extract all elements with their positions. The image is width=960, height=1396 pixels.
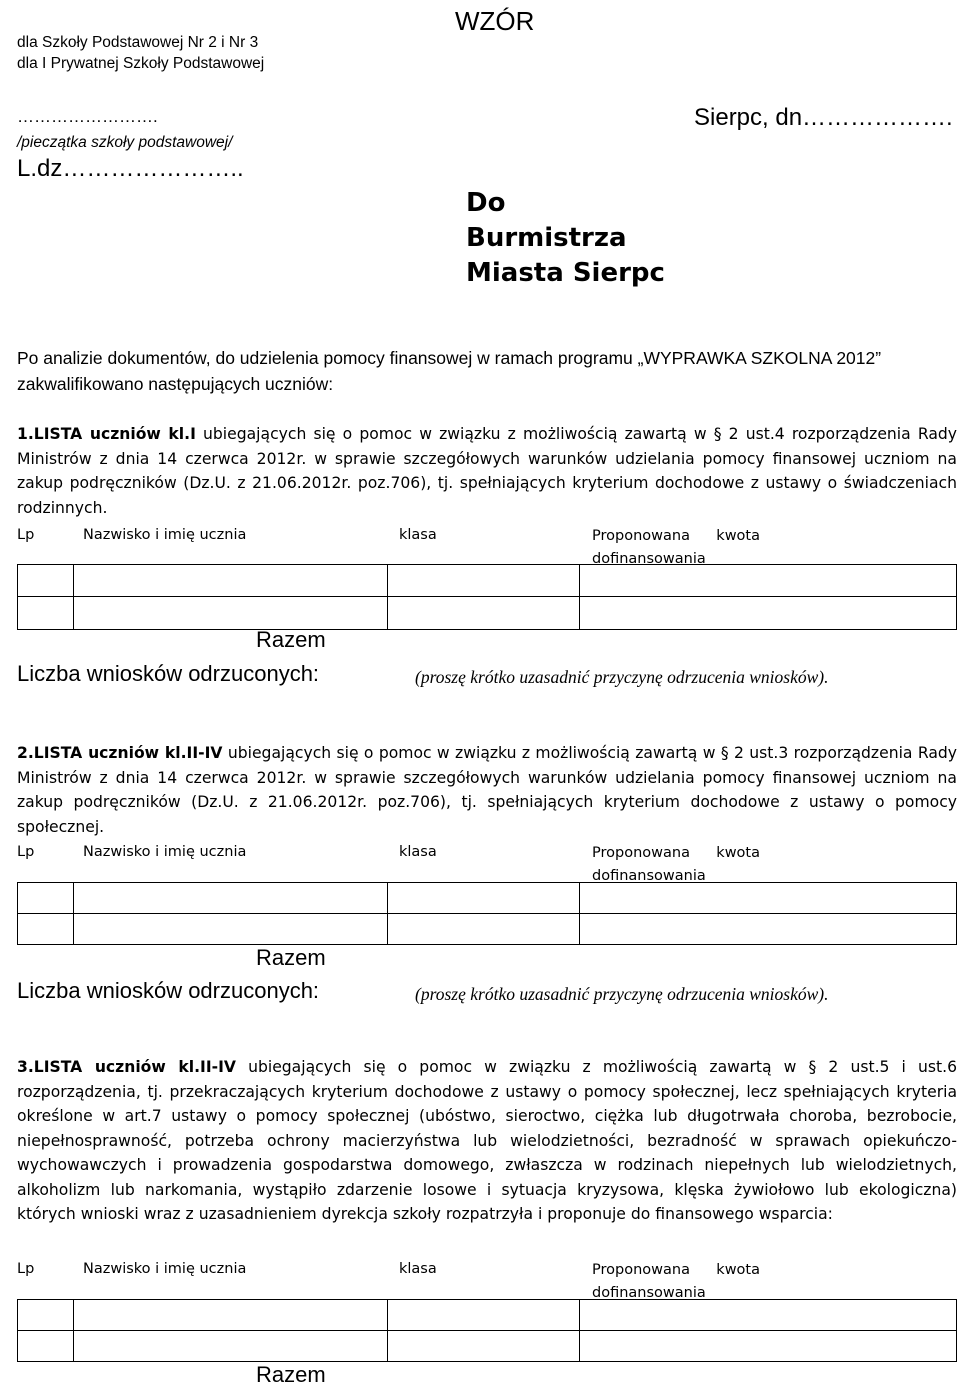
table-3-rule [17, 1299, 957, 1300]
table-3-header-name: Nazwisko i imię ucznia [83, 1261, 247, 1277]
table-3-header-class: klasa [399, 1261, 437, 1277]
addressee-line-1: Do [466, 188, 506, 218]
table-1 [17, 523, 957, 629]
addressee-line-2: Burmistrza [466, 223, 627, 253]
table-1-header-name: Nazwisko i imię ucznia [83, 527, 247, 543]
table-1-rule [17, 596, 957, 597]
addressee-line-3: Miasta Sierpc [466, 258, 665, 288]
reference-number: L.dz………………….. [17, 155, 244, 182]
table-3-header-lp: Lp [17, 1261, 35, 1277]
rejected-note-1: (proszę krótko uzasadnić przyczynę odrzucenia wniosków). [415, 667, 829, 687]
table-1-rule [17, 629, 957, 630]
table-3 [17, 1257, 957, 1361]
school-name-line-1: dla Szkoły Podstawowej Nr 2 i Nr 3 [17, 34, 259, 51]
section-2-body: ubiegających się o pomoc w związku z możliwością zawartą w § 2 ust.3 rozporządzenia Rady Ministrów z dnia 14 czerwca 2012r. w sprawie szczegółowych warunków udzielania pomocy finansowej uczniom na zakup podręczników (Dz.U. z 21.06.2012r. poz.706), tj. spełniających kryterium dochodowe z ustawy o pomocy społecznej. [17, 744, 958, 836]
table-1-header-amount: Proponowana kwota dofinansowania [592, 528, 760, 567]
section-3-heading: 3.LISTA uczniów kl.II-IV [17, 1058, 236, 1076]
table-3-rule [17, 1330, 957, 1331]
table-2-rule [387, 882, 388, 944]
place-and-date: Sierpc, dn………………. [694, 104, 953, 131]
table-2-rule [17, 913, 957, 914]
table-1-header-class: klasa [399, 527, 437, 543]
intro-paragraph: Po analizie dokumentów, do udzielenia pomocy finansowej w ramach programu „WYPRAWKA SZKOLNA 2012” zakwalifikowano następujących uczniów: [17, 348, 882, 394]
table-2-rule [579, 882, 580, 944]
table-2-rule [73, 882, 74, 944]
rejected-count-label-1: Liczba wniosków odrzuconych: [17, 661, 320, 686]
section-2 [17, 741, 957, 839]
table-1-rule [956, 564, 957, 629]
section-1 [17, 422, 957, 520]
rejected-note-2: (proszę krótko uzasadnić przyczynę odrzucenia wniosków). [415, 984, 829, 1004]
table-2 [17, 840, 957, 944]
table-1-rule [17, 564, 957, 565]
table-1-rule [579, 564, 580, 629]
table-3-total-label: Razem [256, 1362, 326, 1387]
table-2-header-class: klasa [399, 844, 437, 860]
table-3-rule [387, 1299, 388, 1361]
section-1-body: ubiegających się o pomoc w związku z możliwością zawartą w § 2 ust.4 rozporządzenia Rady Ministrów z dnia 14 czerwca 2012r. w sprawie szczegółowych warunków udzielania pomocy finansowej uczniom na zakup podręczników (Dz.U. z 21.06.2012r. poz.706), tj. spełniających kryterium dochodowe z ustawy o świadczeniach rodzinnych. [17, 425, 958, 517]
table-1-rule [17, 564, 18, 629]
table-2-rule [17, 944, 957, 945]
table-2-header-lp: Lp [17, 844, 35, 860]
table-1-rule [387, 564, 388, 629]
table-2-rule [17, 882, 957, 883]
table-1-rule [73, 564, 74, 629]
form-title: WZÓR [455, 6, 535, 36]
rejected-count-label-2: Liczba wniosków odrzuconych: [17, 978, 320, 1003]
section-3 [17, 1055, 957, 1227]
table-2-header-name: Nazwisko i imię ucznia [83, 844, 247, 860]
table-2-rule [17, 882, 18, 944]
section-2-heading: 2.LISTA uczniów kl.II-IV [17, 744, 223, 762]
table-3-rule [17, 1299, 18, 1361]
table-1-total-label: Razem [256, 627, 326, 652]
table-3-rule [73, 1299, 74, 1361]
school-name-line-2: dla I Prywatnej Szkoły Podstawowej [17, 55, 265, 72]
table-2-header-amount: Proponowana kwota dofinansowania [592, 845, 760, 884]
section-3-body: ubiegających się o pomoc w związku z możliwością zawartą w § 2 ust.5 i ust.6 rozporządzenia, tj. przekraczających kryterium dochodowe z ustawy o pomocy społecznej, lecz spełniających kryteria określone w art.7 ustawy o pomocy społecznej (ubóstwo, sieroctwo, ciężka lub długotrwała choroba, bezrobocie, niepełnosprawność, potrzeba ochrony macierzyństwa lub wielodzietności, bezradność w sprawach opiekuńczo-wychowawczych i prowadzenia gospodarstwa domowego, zwłaszcza w rodzinach niepełnych lub wielodzietnych, alkoholizm lub narkomania, wystąpiło zdarzenie losowe i sytuacja kryzysowa, klęska żywiołowo lub ekologiczna) których wnioski wraz z uzasadnieniem dyrekcja szkoły rozpatrzyła i proponuje do finansowego wsparcia: [17, 1058, 957, 1223]
stamp-label: /pieczątka szkoły podstawowej/ [17, 134, 233, 151]
stamp-placeholder: ……………………. [17, 107, 158, 126]
table-2-total-label: Razem [256, 945, 326, 970]
table-1-header-lp: Lp [17, 527, 35, 543]
table-3-rule [17, 1361, 957, 1362]
table-2-rule [956, 882, 957, 944]
table-3-rule [579, 1299, 580, 1361]
section-1-heading: 1.LISTA uczniów kl.I [17, 425, 196, 443]
table-3-rule [956, 1299, 957, 1361]
table-3-header-amount: Proponowana kwota dofinansowania [592, 1262, 760, 1301]
